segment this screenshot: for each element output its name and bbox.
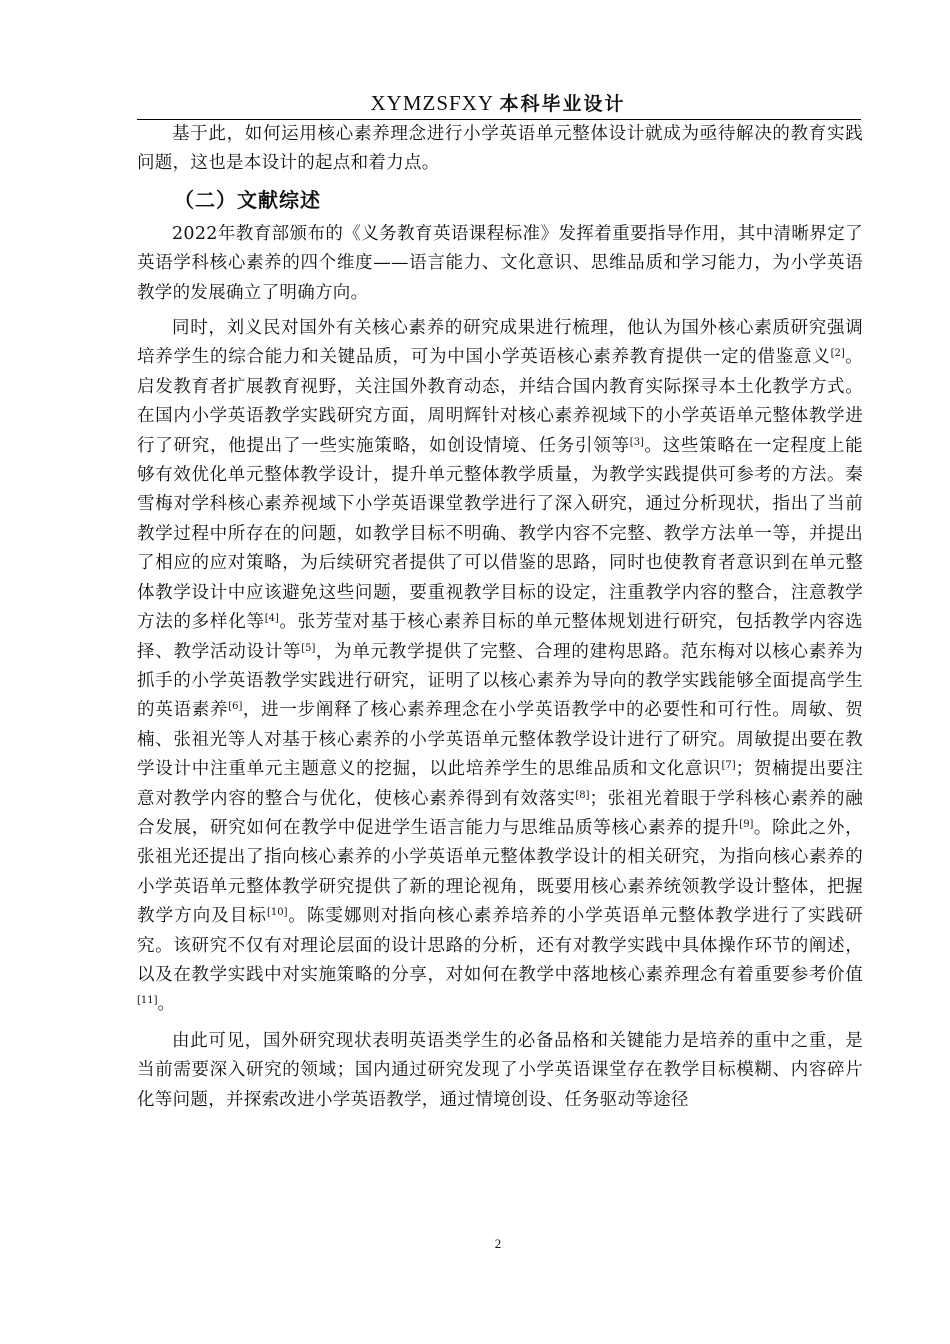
- paragraph-literature-review: [137, 314, 863, 1020]
- review-text: 。陈雯娜则对指向核心素养培养的小学英语单元整体教学进行了实践研究。该研究不仅有对理论层面的设计思路的分析，还有对教学实践中具体操作环节的阐述，以及在教学实践中对实施策略的分享，对如何在教学中落地核心素养理念有着重要参考价值: [137, 906, 863, 985]
- review-text: ；张祖光着眼于学科核心素养的融合发展，研究如何在教学中促进学生语言能力与思维品质等核心素养的提升: [137, 788, 864, 838]
- citation: [7]: [721, 760, 736, 772]
- review-text: 。除此之外，张祖光还提出了指向核心素养的小学英语单元整体教学设计的相关研究，为指向核心素养的小学英语单元整体教学研究提供了新的理论视角，既要用核心素养统领教学设计整体，把握教学方向及目标: [137, 817, 863, 927]
- document-body: [137, 120, 863, 1115]
- paragraph-curriculum-standard: 2022年教育部颁布的《义务教育英语课程标准》发挥着重要指导作用，其中清晰界定了英语学科核心素养的四个维度——语言能力、文化意识、思维品质和学习能力，为小学英语教学的发展确立了明确方向。: [137, 223, 863, 303]
- page-number: 2: [494, 1236, 502, 1251]
- review-text: 。这些策略在一定程度上能够有效优化单元整体教学设计，提升单元整体教学质量，为教学实践提供可参考的方法。秦雪梅对学科核心素养视域下小学英语课堂教学进行了深入研究，通过分析现状，指出了当前教学过程中所存在的问题，如教学目标不明确、教学内容不完整、教学方法单一等，并提出了相应的应对策略，为后续研究者提供了可以借鉴的思路，同时也使教育者意识到在单元整体教学设计中应该避免这些问题，要重视教学目标的设定，注重教学内容的整合，注意教学方法的多样化等: [137, 435, 863, 633]
- review-text: ；贺楠提出要注意对教学内容的整合与优化，使核心素养得到有效落实: [137, 759, 863, 809]
- citation: [5]: [301, 642, 316, 654]
- citation: [6]: [228, 701, 243, 713]
- citation: [9]: [739, 818, 754, 830]
- review-text: 同时，刘义民对国外有关核心素养的研究成果进行梳理，他认为国外核心素质研究强调培养学生的综合能力和关键品质，可为中国小学英语核心素养教育提供一定的借鉴意义: [137, 318, 863, 368]
- citation: [8]: [575, 789, 590, 801]
- header-code: XYMZSFXY: [370, 91, 494, 115]
- citation: [3]: [629, 436, 644, 448]
- review-text: 。启发教育者扩展教育视野，关注国外教育动态，并结合国内教育实际探寻本土化教学方式。在国内小学英语教学实践研究方面，周明辉针对核心素养视域下的小学英语单元整体教学进行了研究，他提出了一些实施策略，如创设情境、任务引领等: [137, 347, 863, 456]
- section-heading: （二）文献综述: [174, 187, 321, 212]
- review-text: ，为单元教学提供了完整、合理的建构思路。范东梅对以核心素养为抓手的小学英语教学实践进行研究，证明了以核心素养为导向的教学实践能够全面提高学生的英语素养: [137, 641, 864, 721]
- citation: [2]: [830, 348, 845, 360]
- citation: [4]: [264, 613, 279, 625]
- header-title: 本科毕业设计: [499, 93, 626, 115]
- page-header: [137, 90, 859, 117]
- paragraph-intro: 基于此，如何运用核心素养理念进行小学英语单元整体设计就成为亟待解决的教育实践问题，这也是本设计的起点和着力点。: [137, 124, 863, 174]
- citation: [10]: [266, 907, 288, 919]
- review-text: 。张芳莹对基于核心素养目标的单元整体规划进行研究，包括教学内容选择、教学活动设计等: [137, 612, 863, 662]
- review-text: 。: [157, 994, 176, 1015]
- citation: [11]: [137, 995, 158, 1007]
- review-text: ，进一步阐释了核心素养理念在小学英语教学中的必要性和可行性。周敏、贺楠、张祖光等人对基于核心素养的小学英语单元整体教学设计进行了研究。周敏提出要在教学设计中注重单元主题意义的挖掘，以此培养学生的思维品质和文化意识: [137, 700, 863, 780]
- paragraph-summary: 由此可见，国外研究现状表明英语类学生的必备品格和关键能力是培养的重中之重，是当前需要深入研究的领域；国内通过研究发现了小学英语课堂存在教学目标模糊、内容碎片化等问题，并探索改进小学英语教学，通过情境创设、任务驱动等途径: [137, 1030, 863, 1110]
